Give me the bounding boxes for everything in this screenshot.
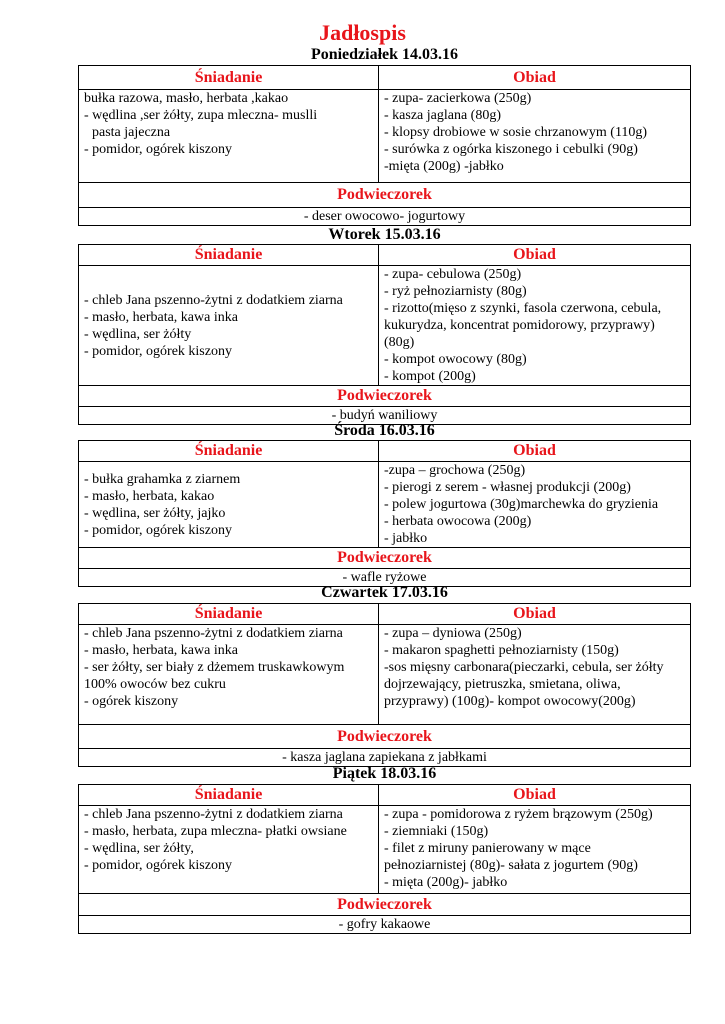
breakfast-item: - wędlina, ser żółty, jajko: [84, 505, 226, 521]
breakfast-item: - masło, herbata, zupa mleczna- płatki owsiane: [84, 824, 347, 839]
day-title-thursday: Czwartek 17.03.16: [321, 584, 448, 601]
lunch-cell: [379, 90, 691, 183]
lunch-item: (80g): [384, 335, 415, 350]
lunch-item: - surówka z ogórka kiszonego i cebulki (90g): [384, 142, 638, 157]
breakfast-item: - wędlina, ser żółty,: [84, 841, 194, 856]
day-title-friday: Piątek 18.03.16: [332, 765, 437, 782]
breakfast-item: - chleb Jana pszenno-żytni z dodatkiem ziarna: [84, 807, 343, 822]
breakfast-item: - wędlina, ser żółty: [84, 326, 192, 342]
breakfast-item: - pomidor, ogórek kiszony: [84, 858, 232, 873]
breakfast-item: - wędlina ,ser żółty, zupa mleczna- muslli: [84, 108, 318, 123]
breakfast-header: Śniadanie: [79, 245, 379, 266]
lunch-item: -sos mięsny carbonara(pieczarki, cebula, ser żółty: [384, 660, 664, 675]
breakfast-item: - ser żółty, ser biały z dżemem truskawkowym: [84, 660, 345, 675]
menu-table-tuesday: [78, 244, 691, 425]
lunch-item: - zupa- zacierkowa (250g): [384, 91, 532, 106]
menu-table-monday: [78, 65, 691, 226]
lunch-cell: [379, 806, 691, 894]
breakfast-item: - ogórek kiszony: [84, 694, 179, 709]
menu-table-friday: [78, 784, 691, 934]
lunch-item: - filet z miruny panierowany w mące: [384, 841, 591, 856]
lunch-item: - klopsy drobiowe w sosie chrzanowym (110g): [384, 125, 648, 140]
lunch-item: - herbata owocowa (200g): [384, 514, 532, 529]
snack-header: Podwieczorek: [79, 548, 691, 569]
breakfast-item: bułka razowa, masło, herbata ,kakao: [84, 91, 289, 106]
breakfast-cell: [79, 266, 379, 386]
breakfast-cell: [79, 462, 379, 548]
snack-header: Podwieczorek: [79, 894, 691, 916]
snack-item: - kasza jaglana zapiekana z jabłkami: [79, 749, 691, 767]
day-title-wednesday: Środa 16.03.16: [334, 422, 435, 439]
breakfast-item: - bułka grahamka z ziarnem: [84, 471, 241, 487]
lunch-item: - pierogi z serem - własnej produkcji (200g): [384, 480, 631, 495]
lunch-header: Obiad: [379, 245, 691, 266]
lunch-item: dojrzewający, pietruszka, smietana, oliwa,: [384, 677, 621, 692]
breakfast-item: - pomidor, ogórek kiszony: [84, 343, 232, 359]
breakfast-item: - masło, herbata, kawa inka: [84, 643, 238, 658]
lunch-header: Obiad: [379, 66, 691, 90]
lunch-item: - rizotto(mięso z szynki, fasola czerwona, cebula,: [384, 301, 662, 316]
lunch-item: - makaron spaghetti pełnoziarnisty (150g): [384, 643, 619, 658]
snack-header: Podwieczorek: [79, 725, 691, 749]
breakfast-item: - masło, herbata, kakao: [84, 488, 215, 504]
lunch-item: - kompot (200g): [384, 369, 476, 384]
lunch-item: przyprawy) (100g)- kompot owocowy(200g): [384, 694, 636, 709]
snack-item: - deser owocowo- jogurtowy: [79, 208, 691, 226]
lunch-item: - zupa – dyniowa (250g): [384, 626, 522, 641]
snack-item: - budyń waniliowy: [79, 407, 691, 425]
snack-item: - gofry kakaowe: [79, 916, 691, 934]
lunch-item: pełnoziarnistej (80g)- sałata z jogurtem (90g): [384, 858, 638, 873]
lunch-item: - mięta (200g)- jabłko: [384, 875, 508, 890]
breakfast-header: Śniadanie: [79, 66, 379, 90]
lunch-item: - zupa - pomidorowa z ryżem brązowym (250g): [384, 807, 653, 822]
breakfast-item: - pomidor, ogórek kiszony: [84, 522, 232, 538]
menu-table-thursday: [78, 603, 691, 767]
lunch-header: Obiad: [379, 441, 691, 462]
breakfast-item: 100% owoców bez cukru: [84, 677, 226, 692]
lunch-header: Obiad: [379, 604, 691, 625]
breakfast-cell: [79, 625, 379, 725]
breakfast-cell: [79, 806, 379, 894]
snack-header: Podwieczorek: [79, 386, 691, 407]
lunch-item: - kasza jaglana (80g): [384, 108, 501, 123]
lunch-item: -zupa – grochowa (250g): [384, 463, 526, 478]
lunch-item: - ryż pełnoziarnisty (80g): [384, 284, 527, 299]
lunch-cell: [379, 462, 691, 548]
lunch-header: Obiad: [379, 785, 691, 806]
menu-table-wednesday: [78, 440, 691, 587]
breakfast-item: - chleb Jana pszenno-żytni z dodatkiem ziarna: [84, 292, 343, 308]
snack-header: Podwieczorek: [79, 183, 691, 208]
breakfast-item: pasta jajeczna: [92, 125, 171, 140]
day-title-monday: Poniedziałek 14.03.16: [310, 46, 459, 63]
breakfast-header: Śniadanie: [79, 441, 379, 462]
lunch-cell: [379, 625, 691, 725]
lunch-item: - polew jogurtowa (30g)marchewka do gryzienia: [384, 497, 659, 512]
breakfast-item: - masło, herbata, kawa inka: [84, 309, 238, 325]
menu-title: Jadłospis: [319, 20, 406, 45]
lunch-item: kukurydza, koncentrat pomidorowy, przyprawy): [384, 318, 655, 333]
breakfast-item: - chleb Jana pszenno-żytni z dodatkiem ziarna: [84, 626, 343, 641]
day-title-tuesday: Wtorek 15.03.16: [328, 226, 441, 243]
lunch-item: - kompot owocowy (80g): [384, 352, 527, 367]
lunch-item: - zupa- cebulowa (250g): [384, 267, 522, 282]
lunch-item: - ziemniaki (150g): [384, 824, 489, 839]
lunch-item: -mięta (200g) -jabłko: [384, 159, 504, 174]
lunch-item: - jabłko: [384, 531, 428, 546]
lunch-cell: [379, 266, 691, 386]
breakfast-header: Śniadanie: [79, 785, 379, 806]
snack-item: - wafle ryżowe: [79, 569, 691, 587]
breakfast-header: Śniadanie: [79, 604, 379, 625]
breakfast-item: - pomidor, ogórek kiszony: [84, 142, 232, 157]
breakfast-cell: [79, 90, 379, 183]
